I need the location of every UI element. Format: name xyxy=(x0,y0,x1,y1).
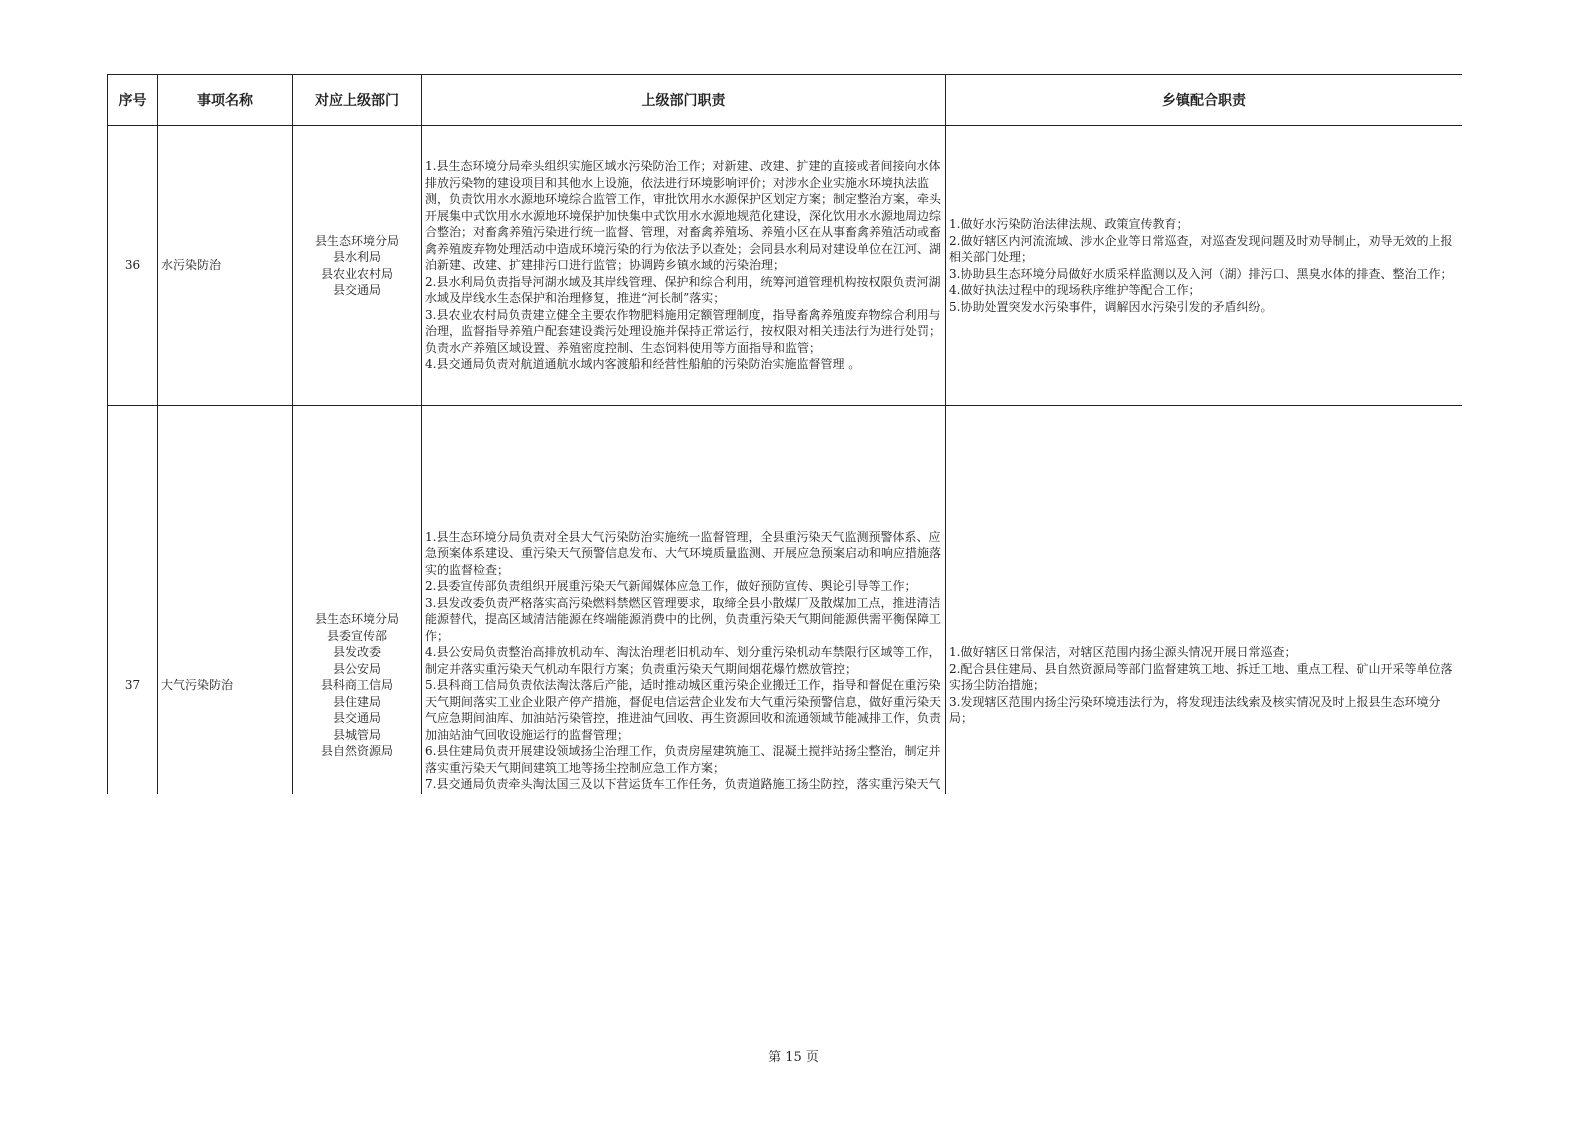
township-duty-item: 2.做好辖区内河流流域、涉水企业等日常巡查，对巡查发现问题及时劝导制止，劝导无效的上报相关部门处理； xyxy=(949,233,1453,264)
responsibility-item: 4.县交通局负责对航道通航水域内客渡船和经营性船舶的污染防治实施监督管理 。 xyxy=(425,357,861,372)
row-department-responsibilities xyxy=(422,126,946,406)
responsibility-item: 6.县住建局负责开展建设领域扬尘治理工作，负责房屋建筑施工、混凝土搅拌站扬尘整治，制定并落实重污染天气期间建筑工地等扬尘控制应急工作方案； xyxy=(425,744,941,775)
row-departments xyxy=(293,126,422,406)
township-duty-item: 1.做好辖区日常保洁，对辖区范围内扬尘源头情况开展日常巡查； xyxy=(949,645,1297,660)
township-duty-item: 2.配合县住建局、县自然资源局等部门监督建筑工地、拆迁工地、重点工程、矿山开采等单位落实扬尘防治措施； xyxy=(949,661,1453,693)
responsibility-item: 2.县委宣传部负责组织开展重污染天气新闻媒体应急工作，做好预防宣传、舆论引导等工作； xyxy=(425,579,917,594)
row-township-responsibilities xyxy=(946,126,1463,406)
row-item-name: 大气污染防治 xyxy=(158,406,293,869)
page-number: 第 15 页 xyxy=(768,1050,819,1065)
department-name: 县交通局 xyxy=(332,711,381,726)
header-township-responsibility: 乡镇配合职责 xyxy=(946,75,1463,126)
township-duty-item: 3.发现辖区范围内扬尘污染环境违法行为，将发现违法线索及核实情况及时上报县生态环境分局； xyxy=(949,694,1441,726)
department-name: 县发改委 xyxy=(332,645,381,660)
row-item-name: 水污染防治 xyxy=(158,126,293,406)
responsibility-item: 5.县科商工信局负责依法淘汰落后产能，适时推动城区重污染企业搬迁工作，指导和督促在重污染天气期间落实工业企业限产停产措施，督促电信运营企业发布大气重污染预警信息，做好重污染天气应急期间油库、加油站污染管控，推进油气回收、再生资源回收和流通领域节能减排工作，负责加油站油气回收设施运行的监督管理； xyxy=(425,678,942,742)
department-name: 县生态环境分局 xyxy=(314,612,399,627)
row-serial-number: 37 xyxy=(108,406,158,869)
township-duty-item: 3.协助县生态环境分局做好水质采样监测以及入河（湖）排污口、黑臭水体的排查、整治工作； xyxy=(949,266,1453,281)
department-name: 县自然资源局 xyxy=(320,744,393,759)
responsibility-item: 1.县生态环境分局牵头组织实施区域水污染防治工作；对新建、改建、扩建的直接或者间接向水体排放污染物的建设项目和其他水上设施，依法进行环境影响评价；对涉水企业实施水环境执法监测，负责饮用水水源地环境综合监管工作，审批饮用水水源保护区划定方案；制定整治方案，牵头开展集中式饮用水水源地环境保护加快集中式饮用水水源地规范化建设，深化饮用水水源地周边综合整治；对畜禽养殖污染进行统一监督、管理，对畜禽养殖场、养殖小区在从事畜禽养殖活动或畜禽养殖废弃物处理活动中造成环境污染的行为依法予以查处；会同县水利局对建设单位在江河、湖泊新建、改建、扩建排污口进行监管；协调跨乡镇水域的污染治理； xyxy=(425,159,942,273)
department-name: 县住建局 xyxy=(332,694,381,709)
row-serial-number: 36 xyxy=(108,126,158,406)
responsibility-item: 4.县公安局负责整治高排放机动车、淘汰治理老旧机动车、划分重污染机动车禁限行区域等工作，制定并落实重污染天气机动车限行方案；负责重污染天气期间烟花爆竹燃放管控； xyxy=(425,645,941,676)
department-name: 县公安局 xyxy=(332,661,381,676)
responsibility-item: 7.县交通局负责牵头淘汰国三及以下营运货车工作任务，负责道路施工扬尘防控，落实重污染天气 xyxy=(425,777,941,792)
responsibility-item: 1.县生态环境分局负责对全县大气污染防治实施统一监督管理，全县重污染天气监测预警体系、应急预案体系建设、重污染天气预警信息发布、大气环境质量监测、开展应急预案启动和响应措施落实的监督检查； xyxy=(425,529,942,577)
department-name: 县城管局 xyxy=(332,727,381,742)
department-name: 县农业农村局 xyxy=(320,266,393,281)
township-duty-item: 1.做好水污染防治法律法规、政策宣传教育； xyxy=(949,217,1189,231)
department-name: 县水利局 xyxy=(332,250,381,264)
responsibility-item: 2.县水利局负责指导河湖水域及其岸线管理、保护和综合利用，统筹河道管理机构按权限负责河湖水域及岸线水生态保护和治理修复，推进“河长制”落实； xyxy=(425,274,941,306)
header-department-responsibility: 上级部门职责 xyxy=(422,75,946,126)
department-name: 县生态环境分局 xyxy=(314,233,399,248)
township-duty-item: 4.做好执法过程中的现场秩序维护等配合工作； xyxy=(949,283,1201,297)
table-row xyxy=(108,126,1463,406)
responsibility-item: 3.县发改委负责严格落实高污染燃料禁燃区管理要求，取缔全县小散煤厂及散煤加工点，推进清洁能源替代，提高区域清洁能源在终端能源消费中的比例，负责重污染天气期间能源供需平衡保障工作； xyxy=(425,595,942,643)
page-bottom-margin xyxy=(0,794,1587,1122)
department-name: 县交通局 xyxy=(332,283,381,297)
header-serial-number: 序号 xyxy=(108,75,158,126)
header-superior-department: 对应上级部门 xyxy=(293,75,422,126)
header-item-name: 事项名称 xyxy=(158,75,293,126)
department-name: 县委宣传部 xyxy=(326,628,387,643)
responsibility-item: 3.县农业农村局负责建立健全主要农作物肥料施用定额管理制度，指导畜禽养殖废弃物综合利用与治理，监督指导养殖户配套建设粪污处理设施并保持正常运行，按权限对相关违法行为进行处罚；负责水产养殖区域设置、养殖密度控制、生态饲料使用等方面指导和监管； xyxy=(425,307,942,355)
department-name: 县科商工信局 xyxy=(320,678,393,693)
township-duty-item: 5.协助处置突发水污染事件，调解因水污染引发的矛盾纠纷。 xyxy=(949,299,1273,314)
responsibility-table-wrapper xyxy=(107,74,1462,868)
table-header-row xyxy=(108,75,1463,126)
responsibility-table xyxy=(107,74,1462,868)
